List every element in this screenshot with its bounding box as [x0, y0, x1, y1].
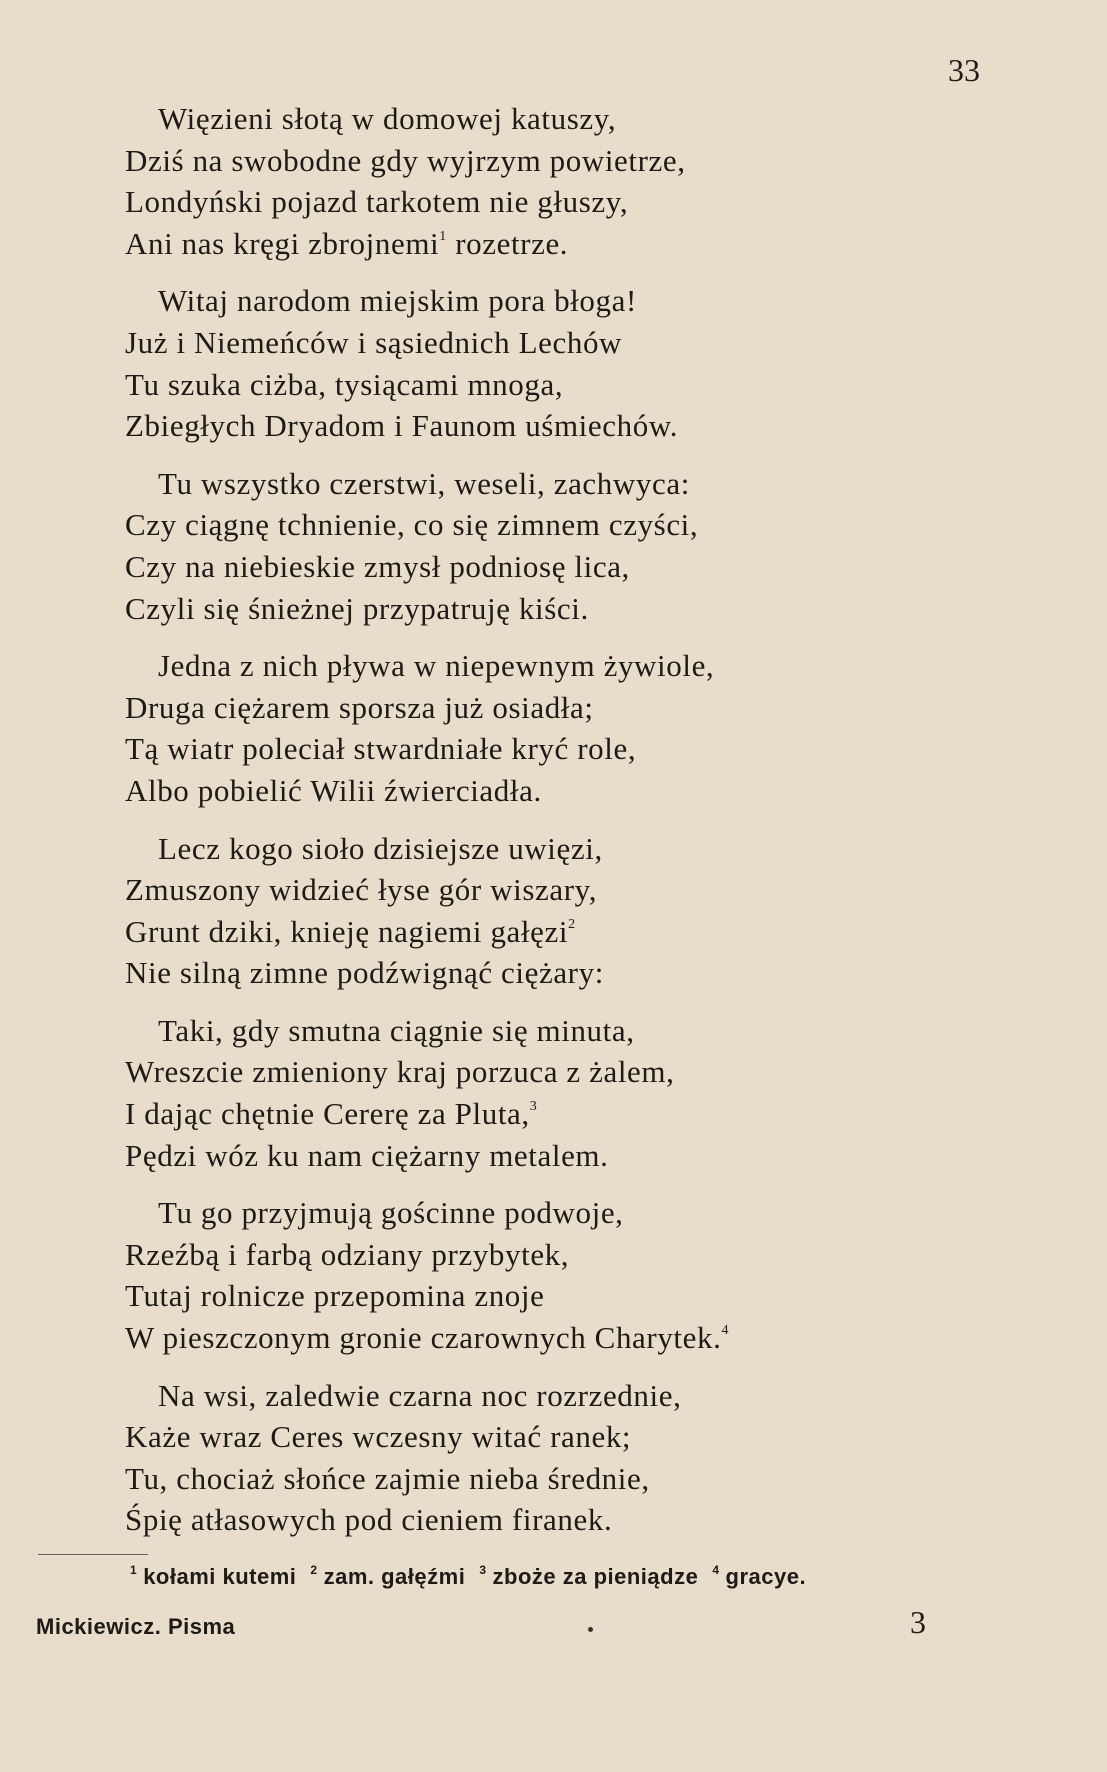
poem-line [125, 588, 995, 630]
poem-line [125, 952, 995, 994]
poem-line-text: Wreszcie zmieniony kraj porzuca z żalem, [125, 1054, 675, 1090]
sheet-number: 3 [910, 1604, 926, 1640]
footnotes [130, 1564, 820, 1590]
poem-line-text: Tu szuka ciżba, tysiącami mnoga, [125, 366, 564, 402]
footnote-number: 1 [130, 1563, 138, 1577]
stanza [125, 1010, 995, 1176]
poem-line-text: Witaj narodom miejskim pora błoga! [158, 283, 637, 319]
poem-line-text: Dziś na swobodne gdy wyjrzym powietrze, [125, 142, 686, 178]
page-number: 33 [948, 52, 980, 88]
poem-line-text: Londyński pojazd tarkotem nie głuszy, [125, 184, 629, 220]
poem-line-text: Lecz kogo sioło dzisiejsze uwięzi, [158, 830, 603, 866]
footnote-marker: 1 [439, 228, 447, 244]
poem-line-text: I dając chętnie Cererę za Pluta, [125, 1096, 530, 1132]
poem-line-text: Jedna z nich pływa w niepewnym żywiole, [158, 648, 715, 684]
poem-line-text: Czyli się śnieżnej przypatruję kiści. [125, 590, 589, 626]
poem-line-text: Tu wszystko czerstwi, weseli, zachwyca: [158, 465, 690, 501]
poem-line-text: Czy na niebieskie zmysł podniosę lica, [125, 548, 630, 584]
stanza [125, 828, 995, 994]
poem-line-text: W pieszczonym gronie czarownych Charytek. [125, 1320, 722, 1356]
poem-line-text: Czy ciągnę tchnienie, co się zimnem czyści, [125, 507, 699, 543]
poem-line [125, 463, 995, 505]
footnote-text: kołami kutemi [143, 1564, 297, 1589]
footnote-rule [38, 1554, 148, 1555]
poem-line [125, 1499, 995, 1541]
poem-line-text: Śpię atłasowych pod cieniem firanek. [125, 1502, 613, 1538]
poem-line-text: Już i Niemeńców i sąsiednich Lechów [125, 324, 623, 360]
stanza [125, 1192, 995, 1358]
poem-line [125, 869, 995, 911]
footnote-text: gracye. [725, 1564, 807, 1589]
poem-line [125, 728, 995, 770]
poem-line [125, 546, 995, 588]
footnote-number: 4 [712, 1563, 720, 1577]
poem-line [125, 1192, 995, 1234]
poem-line-text: Rzeźbą i farbą odziany przybytek, [125, 1236, 570, 1272]
poem-line-text: Tu go przyjmują gościnne podwoje, [158, 1195, 624, 1231]
poem-line-text: Taki, gdy smutna ciągnie się minuta, [158, 1012, 635, 1048]
poem-line-text: Pędzi wóz ku nam ciężarny metalem. [125, 1137, 609, 1173]
stanza [125, 1375, 995, 1541]
poem-line [125, 1010, 995, 1052]
footnote-number: 2 [310, 1563, 318, 1577]
footnote [712, 1564, 806, 1589]
poem-line [125, 1051, 995, 1093]
poem-line-text: Tutaj rolnicze przepomina znoje [125, 1278, 545, 1314]
footnote-marker: 4 [721, 1323, 730, 1339]
poem-line [125, 1375, 995, 1417]
poem-line [125, 1275, 995, 1317]
footnote-marker: 2 [568, 916, 576, 932]
poem-line-text: Więzieni słotą w domowej katuszy, [158, 101, 617, 136]
footnote-marker: 3 [529, 1099, 538, 1115]
footnote-number: 3 [479, 1563, 487, 1577]
ink-speck [588, 1627, 593, 1632]
poem-line [125, 364, 995, 406]
poem-line [125, 687, 995, 729]
poem-line [125, 1317, 995, 1359]
poem-body [125, 98, 995, 1557]
stanza [125, 463, 995, 629]
poem-line-text: Zmuszony widzieć łyse gór wiszary, [125, 872, 598, 908]
poem-line-text: Albo pobielić Wilii źwierciadła. [125, 772, 542, 808]
poem-line [125, 181, 995, 223]
footnote [130, 1564, 296, 1589]
poem-line [125, 504, 995, 546]
printer-signature: Mickiewicz. Pisma [36, 1614, 236, 1639]
poem-line [125, 1093, 995, 1135]
poem-line-text: Grunt dziki, knieję nagiemi gałęzi [125, 913, 569, 949]
poem-line-text: Tą wiatr poleciał stwardniałe kryć role, [125, 731, 637, 767]
poem-line [125, 645, 995, 687]
poem-line [125, 1416, 995, 1458]
poem-line [125, 98, 995, 140]
poem-line [125, 828, 995, 870]
poem-line-text: Na wsi, zaledwie czarna noc rozrzednie, [158, 1377, 682, 1413]
poem-line [125, 280, 995, 322]
poem-line [125, 405, 995, 447]
stanza [125, 645, 995, 811]
poem-line [125, 322, 995, 364]
footnote-text: zboże za pieniądze [492, 1564, 699, 1589]
poem-line [125, 1135, 995, 1177]
poem-line [125, 911, 995, 953]
poem-line-text: Tu, chociaż słońce zajmie nieba średnie, [125, 1460, 650, 1496]
stanza [125, 280, 995, 446]
poem-line [125, 223, 995, 265]
footnote [310, 1564, 465, 1589]
poem-line-text: Druga ciężarem sporsza już osiadła; [125, 689, 594, 725]
poem-line [125, 770, 995, 812]
poem-line-text: Nie silną zimne podźwignąć ciężary: [125, 955, 604, 991]
footnote-text: zam. gałęźmi [323, 1564, 466, 1589]
poem-line-text-continued: rozetrze. [446, 225, 569, 261]
poem-line [125, 1234, 995, 1276]
poem-line-text: Każe wraz Ceres wczesny witać ranek; [125, 1419, 632, 1455]
footnote [479, 1564, 698, 1589]
poem-line [125, 1458, 995, 1500]
poem-line [125, 140, 995, 182]
stanza [125, 98, 995, 264]
poem-line-text: Zbiegłych Dryadom i Faunom uśmiechów. [125, 408, 679, 444]
poem-line-text: Ani nas kręgi zbrojnemi [125, 225, 440, 261]
